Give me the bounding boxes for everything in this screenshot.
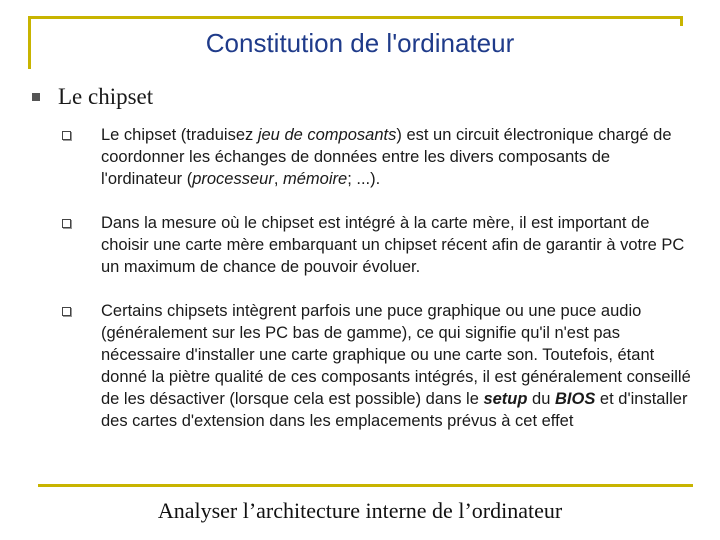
footer-divider xyxy=(38,484,693,487)
section-heading xyxy=(30,84,153,110)
slide-footer: Analyser l’architecture interne de l’ordinateur xyxy=(157,498,563,523)
text-run: , xyxy=(273,170,283,188)
bullet-list xyxy=(62,124,692,432)
list-item xyxy=(62,212,692,278)
checkbox-bullet-icon xyxy=(62,219,71,228)
checkbox-bullet-icon xyxy=(62,307,71,316)
text-run: et d'installer des cartes d'extension dans les emplacements prévus à cet effet xyxy=(101,390,688,430)
checkbox-bullet-icon xyxy=(62,131,71,140)
heading-text: Le chipset xyxy=(58,84,154,109)
bullet-text-motherboard: Dans la mesure où le chipset est intégré à la carte mère, il est important de choisir une carte mère embarquant un chipset récent afin de garantir à votre PC un maximum de chance de pouvoir évoluer. xyxy=(101,214,685,276)
square-bullet-icon xyxy=(32,93,40,101)
emphasis-text: jeu de composants xyxy=(257,126,397,144)
list-item xyxy=(62,124,692,190)
emphasis-text: processeur xyxy=(192,170,274,188)
bullet-text-chipset xyxy=(101,124,692,190)
emphasis-text: mémoire xyxy=(283,170,348,188)
list-item xyxy=(62,300,692,432)
text-run: ) est un circuit électronique chargé de coordonner les échanges de données entre les divers composants de l'ordinateur ( xyxy=(101,126,672,188)
text-run: ; ...). xyxy=(347,170,381,188)
bullet-text-integrated xyxy=(101,300,692,432)
slide-title: Constitution de l'ordinateur xyxy=(205,28,515,58)
strong-text: setup xyxy=(483,390,528,408)
text-run: Certains chipsets intègrent parfois une puce graphique ou une puce audio (généralement sur les PC bas de gamme), ce qui signifie qu'il n'est pas nécessaire d'installer une carte graphique ou une carte son. Toutefois, étant donné la piètre qualité de ces composants intégrés, il est généralement conseillé de les désactiver (lorsque cela est possible) dans le xyxy=(101,302,691,408)
text-run: du xyxy=(527,390,555,408)
text-run: Le chipset (traduisez xyxy=(101,126,258,144)
strong-text: BIOS xyxy=(555,390,596,408)
